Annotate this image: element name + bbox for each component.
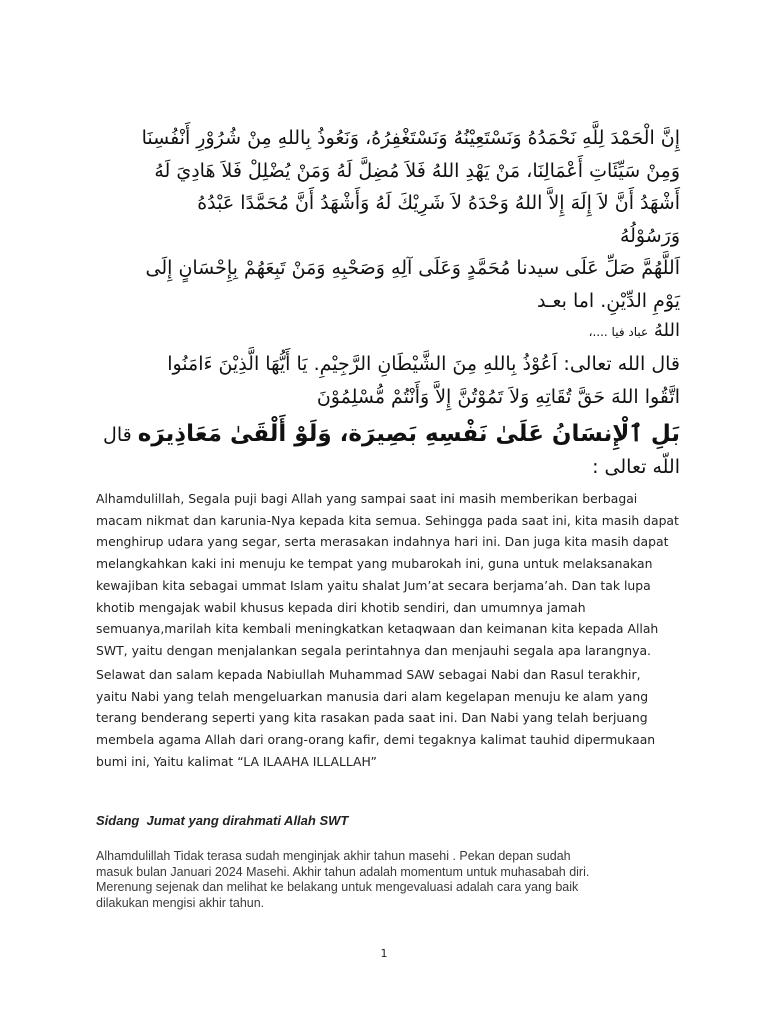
paragraph-line: Alhamdulillah, Segala puji bagi Allah yang sampai saat ini masih memberikan berbagai <box>96 491 638 506</box>
arabic-line: قال الله تعالى: اَعُوْذُ بِاللهِ مِنَ الشَّيْطَانِ الرَّجِيْمِ. يَا أَيُّهَا الَّذِيْنَ ءَامَنُوا <box>167 353 680 375</box>
section-heading: Sidang Jumat yang dirahmati Allah SWT <box>96 813 349 828</box>
paragraph-line: Selawat dan salam kepada Nabiullah Muhammad SAW sebagai Nabi dan Rasul terakhir, <box>96 667 641 682</box>
page-number: 1 <box>380 947 388 960</box>
arabic-line: اللّه تعالى : <box>592 456 680 478</box>
paragraph-line: menghirup udara yang segar, serta merasakan indahnya hari ini. Dan juga kita masih dapat <box>96 534 669 550</box>
arabic-shahada <box>80 187 680 253</box>
arabic-verse: بَلِ ٱلْإِنسَانُ عَلَىٰ نَفْسِهِ بَصِيرَة، وَلَوْ أَلْقَىٰ مَعَاذِيرَه <box>137 421 680 447</box>
paragraph-line: semuanya,marilah kita kembali meningkatkan ketaqwaan dan keimanan kita kepada Allah <box>96 621 659 637</box>
paragraph-year-end <box>96 849 696 911</box>
paragraph-line: melangkahkan kaki ini menuju ke tempat yang mubarokah ini, guna untuk melaksanakan <box>96 556 653 572</box>
paragraph-line: Alhamdulillah Tidak terasa sudah menginjak akhir tahun masehi . Pekan depan sudah <box>96 849 571 863</box>
arabic-line: وَرَسُوْلُهُ <box>619 225 680 247</box>
arabic-line: وَمِنْ سَيِّئَاتِ أَعْمَالِنَا، مَنْ يَهْدِ اللهُ فَلاَ مُضِلَّ لَهُ وَمَنْ يُضْلِلْ فَلاَ هَادِيَ لَهُ <box>154 160 680 182</box>
arabic-address-small: عباد فيا ....، <box>588 325 649 339</box>
paragraph-line: masuk bulan Januari 2024 Masehi. Akhir tahun adalah momentum untuk muhasabah diri. <box>96 864 590 879</box>
paragraph-line: Merenung sejenak dan melihat ke belakang untuk mengevaluasi adalah cara yang baik <box>96 880 579 894</box>
paragraph-salawat <box>96 664 682 773</box>
arabic-line <box>80 314 680 349</box>
arabic-line: أَشْهَدُ أَنَّ لاَ إِلَهَ إِلاَّ اللهُ وَحْدَهُ لاَ شَرِيْكَ لَهُ وَأَشْهَدُ أَنَّ مُحَمَّدًا عَبْدُهُ <box>197 192 680 214</box>
paragraph-praise <box>96 488 682 662</box>
arabic-line: يَوْمِ الدِّيْنِ. اما بعـد <box>536 290 680 312</box>
paragraph-line: dilakukan mengisi akhir tahun. <box>96 895 265 910</box>
arabic-line <box>80 418 680 451</box>
paragraph-line: khotib mengajak wabil khusus kepada diri khotib sendiri, dan umumnya jamah <box>96 599 586 615</box>
arabic-verse-block <box>80 418 680 483</box>
paragraph-line: membela agama Allah dari orang-orang kafir, demi tegaknya kalimat tauhid dipermukaan <box>96 732 656 748</box>
paragraph-line: kewajiban kita sebagai ummat Islam yaitu shalat Jum’at secara berjama’ah. Dan tak lupa <box>96 577 651 593</box>
arabic-qala: قال <box>103 424 132 446</box>
paragraph-line: bumi ini, Yaitu kalimat “LA ILAAHA ILLALLAH” <box>96 753 377 769</box>
arabic-line: اَللَّهُمَّ صَلِّ عَلَى سيدنا مُحَمَّدٍ وَعَلَى آلِهِ وَصَحْبِهِ وَمَنْ تَبِعَهُمْ بِإِحْسَانٍ إِلَى <box>145 257 680 279</box>
arabic-allah-word: اللهُ <box>653 320 680 341</box>
arabic-quran-quote <box>80 348 680 414</box>
paragraph-line: terang benderang seperti yang kita rasakan pada saat ini. Dan Nabi yang telah berjuang <box>96 710 648 726</box>
arabic-salawat <box>80 252 680 318</box>
paragraph-line: SWT, yaitu dengan menjalankan segala perintahnya dan menjauhi segala apa larangnya. <box>96 642 651 658</box>
arabic-address <box>80 314 680 349</box>
arabic-opening-praise <box>80 122 680 188</box>
paragraph-line: yaitu Nabi yang telah mengeluarkan manusia dari alam kegelapan menuju ke alam yang <box>96 688 649 704</box>
paragraph-line: macam nikmat dan karunia-Nya kepada kita semua. Sehingga pada saat ini, kita masih dapat <box>96 512 679 528</box>
arabic-line: اتَّقُوا اللهَ حَقَّ تُقَاتِهِ وَلاَ تَمُوْتُنَّ إِلاَّ وَأَنْتُمْ مُّسْلِمُوْنَ <box>316 386 680 408</box>
arabic-line: إِنَّ الْحَمْدَ لِلَّهِ نَحْمَدُهُ وَنَسْتَعِيْنُهُ وَنَسْتَغْفِرُهُ، وَنَعُوذُ بِاللهِ مِنْ شُرُوْرِ أَنْفُسِنَا <box>141 127 680 149</box>
